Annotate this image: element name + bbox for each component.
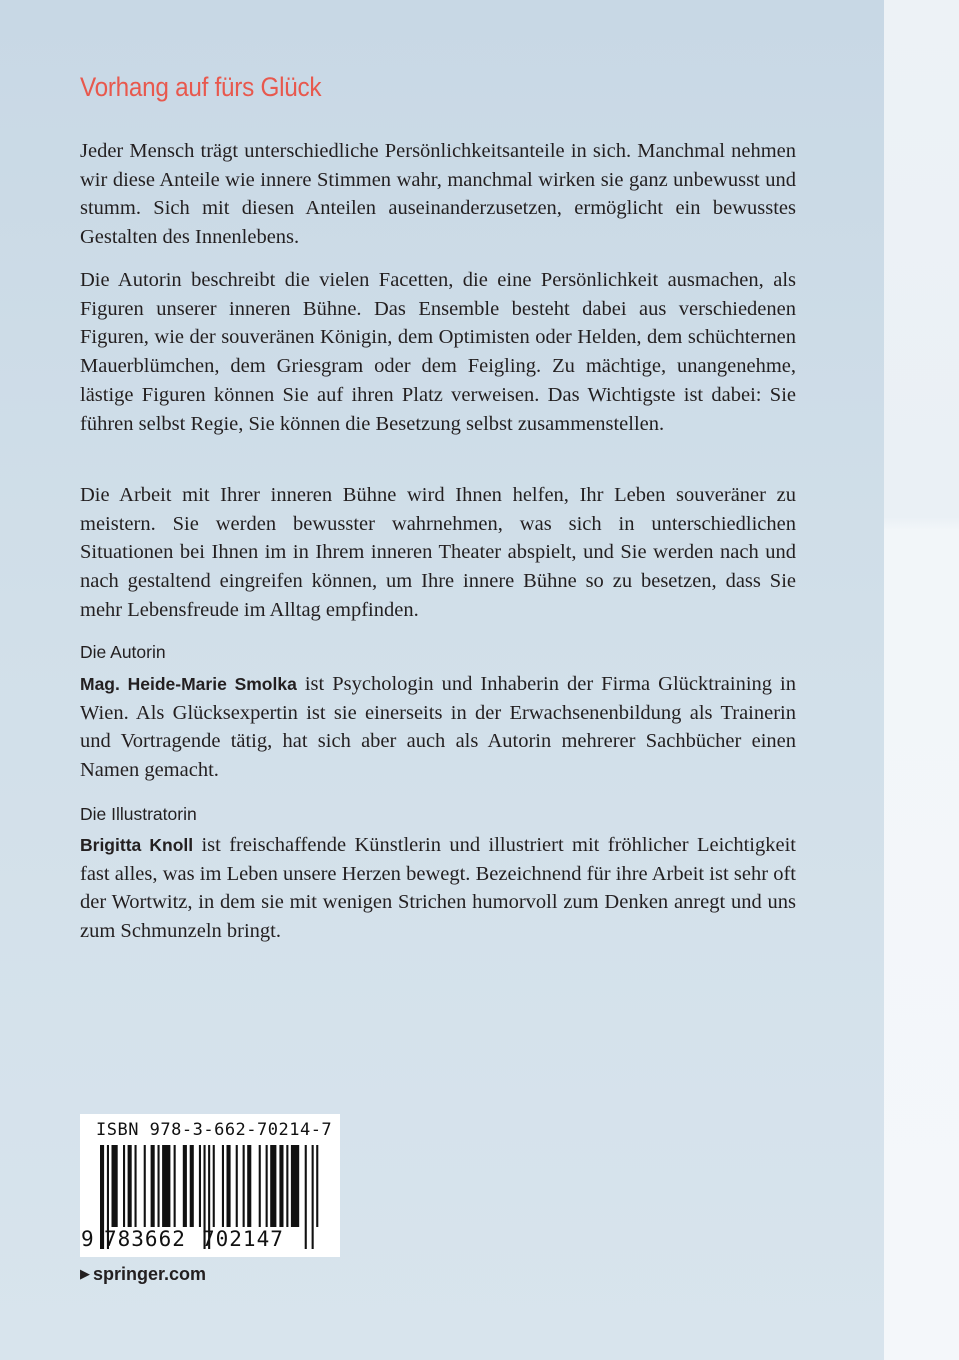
barcode-bar [162, 1145, 170, 1227]
publisher-url: springer.com [93, 1264, 207, 1284]
author-heading: Die Autorin [80, 642, 166, 662]
publisher-link[interactable] [80, 1264, 206, 1285]
barcode-bar [243, 1145, 245, 1227]
blurb-paragraph-1: Jeder Mensch trägt unterschiedliche Persönlichkeitsanteile in sich. Manchmal nehmen wir diese Anteile wie innere Stimmen wahr, manchmal wirken sie ganz unbewusst und stumm. Sich mit diesen Anteilen auseinanderzusetzen, ermöglicht ein bewusstes Gestalten des Innenlebens. [80, 140, 796, 249]
illustrator-name: Brigitta Knoll [80, 835, 194, 855]
barcode-bar [158, 1145, 160, 1227]
blurb-paragraph-2: Die Autorin beschreibt die vielen Facetten, die eine Persönlichkeit ausmachen, als Figuren unserer inneren Bühne. Das Ensemble besteht dabei aus verschiedenen Figuren, wie der souveränen Königin, dem Optimisten oder Helden, dem schüchternen Mauerblümchen, dem Griesgram oder dem Feigling. Zu mächtige, unangenehme, lästige Figuren können Sie auf ihren Platz verweisen. Das Wichtigste ist dabei: Sie führen selbst Regie, Sie können die Besetzung selbst zusammenstellen. [80, 269, 796, 435]
illustrator-bio [80, 831, 796, 946]
barcode-digits-right: 702147 [202, 1227, 284, 1251]
barcode-bar [128, 1145, 132, 1227]
barcode-lead-digit: 9 [81, 1227, 95, 1251]
barcode-bar [291, 1145, 299, 1227]
barcode-bar [312, 1145, 314, 1249]
isbn-barcode [80, 1114, 340, 1257]
author-name: Mag. Heide-Marie Smolka [80, 674, 297, 694]
barcode-bar [190, 1145, 194, 1227]
barcode-bar [174, 1145, 176, 1227]
illustrator-heading: Die Illustratorin [80, 804, 197, 824]
barcode-bar [316, 1145, 318, 1227]
barcode-bar [227, 1145, 231, 1227]
barcode-bar [222, 1145, 224, 1227]
barcode-bar [123, 1145, 125, 1227]
barcode-bar [183, 1145, 187, 1227]
barcode-bar [266, 1145, 268, 1227]
isbn-label: ISBN 978-3-662-70214-7 [96, 1120, 333, 1140]
barcode-bar [286, 1145, 288, 1227]
barcode-bar [135, 1145, 137, 1227]
author-bio-text: ist Psychologin und Inhaberin der Firma Glücktraining in Wien. Als Glücksexpertin ist sie einerseits in der Erwachsenenbildung als Trainerin und Vortragende tätig, hat sich aber auch als Autorin mehrerer Sachbücher einen Namen gemacht. [80, 673, 796, 782]
barcode-bar [112, 1145, 118, 1227]
barcode-bar [305, 1145, 307, 1249]
book-title: Vorhang auf fürs Glück [80, 72, 322, 102]
illustrator-bio-text: ist freischaffende Künstlerin und illustriert mit fröhlicher Leichtigkeit fast alles, was im Leben unsere Herzen bewegt. Bezeichnend für ihre Arbeit ist sehr oft der Wortwitz, in dem sie mit wenigen Strichen humorvoll zum Denken anregt und uns zum Schmunzeln bringt. [80, 834, 796, 943]
blurb-paragraph-3: Die Arbeit mit Ihrer inneren Bühne wird Ihnen helfen, Ihr Leben souveräner zu meistern. Sie werden bewusster wahrnehmen, was sich in unterschiedlichen Situationen bei Ihnen im in Ihrem inneren Theater abspielt, und Sie werden nach und nach gestaltend eingreifen können, um Ihre innere Bühne so zu besetzen, dass Sie mehr Lebensfreude im Alltag empfinden. [80, 484, 796, 621]
barcode-bar [279, 1145, 283, 1227]
barcode-bar [247, 1145, 251, 1227]
barcode-bar [213, 1145, 215, 1227]
arrow-right-icon: ▶ [80, 1266, 90, 1281]
barcode-bar [199, 1145, 201, 1227]
barcode-bar [144, 1145, 146, 1227]
barcode-bar [270, 1145, 276, 1227]
barcode-bar [236, 1145, 238, 1227]
right-margin-strip [884, 0, 959, 1360]
barcode-bar [151, 1145, 155, 1227]
barcode-digits-left: 783662 [104, 1227, 186, 1251]
author-bio [80, 670, 796, 785]
barcode-bar [259, 1145, 261, 1227]
